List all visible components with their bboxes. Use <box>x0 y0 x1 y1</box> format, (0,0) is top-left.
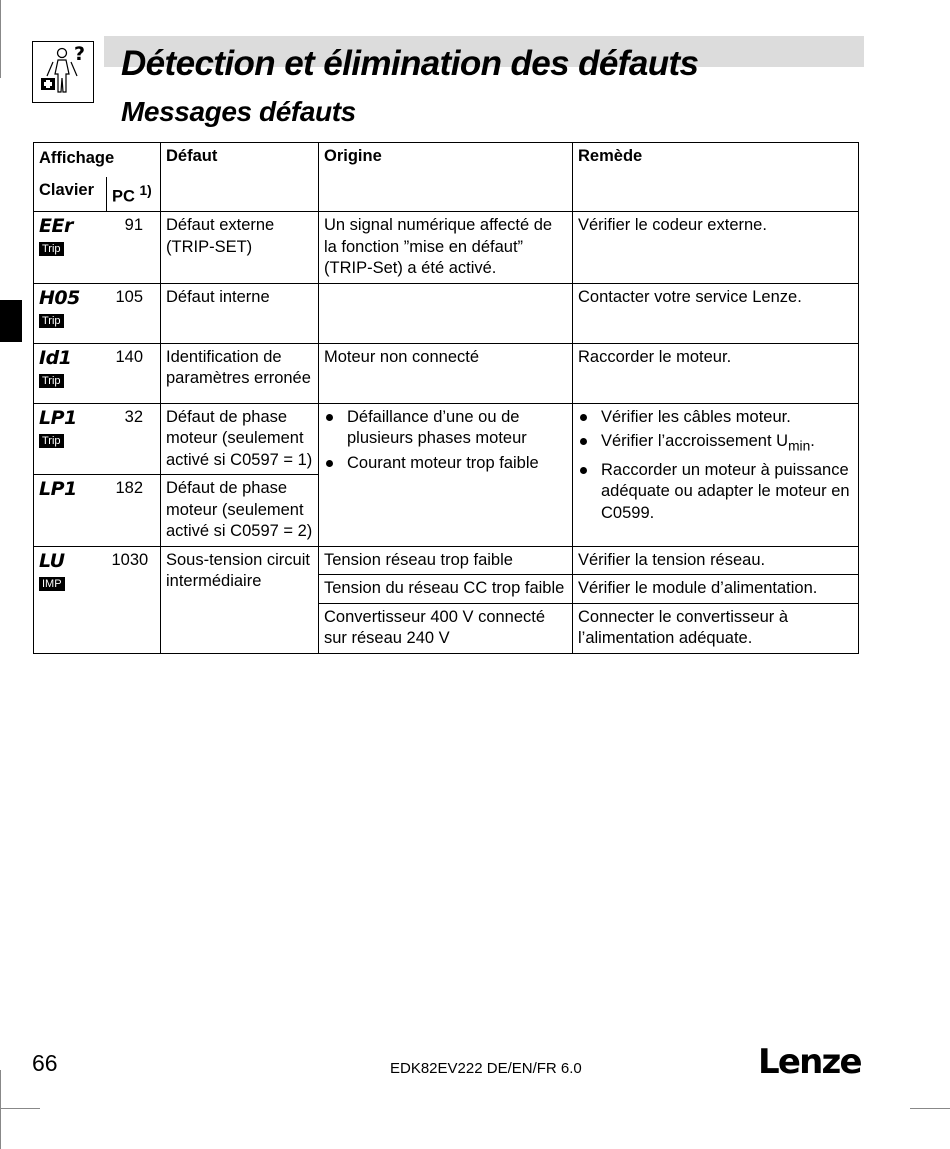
remedy-list <box>578 407 853 525</box>
header-origin: Origine <box>319 143 573 212</box>
remedy-text: Vérifier l’accroissement U <box>601 432 789 450</box>
document-reference: EDK82EV222 DE/EN/FR 6.0 <box>390 1060 582 1077</box>
response-tag: Trip <box>39 314 64 328</box>
pc-code-cell: 32 <box>107 403 161 475</box>
remedy-cell: Vérifier le codeur externe. <box>573 212 859 284</box>
table-row <box>34 403 859 475</box>
display-cell <box>34 403 107 475</box>
page-number: 66 <box>32 1050 58 1076</box>
header-remedy: Remède <box>573 143 859 212</box>
remedy-subscript: min <box>788 438 811 454</box>
pc-code-cell: 105 <box>107 283 161 343</box>
remedy-cell: Connecter le convertisseur à l’alimentation adéquate. <box>573 603 859 653</box>
list-item: Courant moteur trop faible <box>324 453 567 475</box>
page-subtitle: Messages défauts <box>121 96 356 127</box>
fault-code: LP1 <box>39 478 77 500</box>
response-tag: Trip <box>39 434 64 448</box>
pc-code-cell: 182 <box>107 475 161 547</box>
table-row <box>34 283 859 343</box>
fault-cell: Défaut de phase moteur (seulement activé si C0597 = 2) <box>161 475 319 547</box>
response-tag: IMP <box>39 577 65 591</box>
crop-mark <box>0 0 1 78</box>
header-pc <box>107 177 161 212</box>
list-item: Raccorder un moteur à puissance adéquate ou adapter le moteur en C0599. <box>578 460 853 525</box>
remedy-cell: Vérifier la tension réseau. <box>573 546 859 575</box>
remedy-cell: Raccorder le moteur. <box>573 343 859 403</box>
origin-cell: Tension du réseau CC trop faible <box>319 575 573 604</box>
header-fault: Défaut <box>161 143 319 212</box>
table-row <box>34 343 859 403</box>
table-row <box>34 546 859 575</box>
crop-mark <box>0 1070 1 1149</box>
page-title: Détection et élimination des défauts <box>121 44 699 83</box>
remedy-cell: Contacter votre service Lenze. <box>573 283 859 343</box>
header-display: Affichage <box>34 143 161 178</box>
fault-cell: Sous-tension circuit intermédiaire <box>161 546 319 653</box>
pc-code-cell: 140 <box>107 343 161 403</box>
fault-code: LU <box>39 549 65 572</box>
display-cell <box>34 212 107 284</box>
svg-text:?: ? <box>74 43 86 65</box>
response-tag: Trip <box>39 374 64 388</box>
origin-cell: Tension réseau trop faible <box>319 546 573 575</box>
origin-cell: Moteur non connecté <box>319 343 573 403</box>
fault-code: LP1 <box>39 406 77 429</box>
list-item: Vérifier les câbles moteur. <box>578 407 853 429</box>
pc-code-cell: 91 <box>107 212 161 284</box>
header-pc-footnote: 1) <box>139 183 152 198</box>
response-tag: Trip <box>39 242 64 256</box>
origin-cell: Un signal numérique affecté de la fonction ”mise en défaut” (TRIP-Set) a été activé. <box>319 212 573 284</box>
remedy-cell <box>573 403 859 546</box>
troubleshooting-person-icon <box>32 41 94 103</box>
pc-code-cell: 1030 <box>107 546 161 653</box>
fault-cell: Défaut externe (TRIP-SET) <box>161 212 319 284</box>
header-keypad: Clavier <box>34 177 107 212</box>
fault-cell: Défaut de phase moteur (seulement activé si C0597 = 1) <box>161 403 319 475</box>
remedy-text-end: . <box>810 432 815 450</box>
chapter-tab-marker <box>0 300 22 342</box>
fault-cell: Identification de paramètres erronée <box>161 343 319 403</box>
origin-cell: Convertisseur 400 V connecté sur réseau 240 V <box>319 603 573 653</box>
fault-messages-table <box>33 142 859 654</box>
fault-cell: Défaut interne <box>161 283 319 343</box>
table-row <box>34 212 859 284</box>
crop-mark <box>910 1108 950 1109</box>
display-cell <box>34 546 107 653</box>
origin-cell <box>319 403 573 546</box>
table-header-row <box>34 143 859 178</box>
remedy-cell: Vérifier le module d’alimentation. <box>573 575 859 604</box>
origin-cell <box>319 283 573 343</box>
list-item: Défaillance d’une ou de plusieurs phases moteur <box>324 407 567 450</box>
crop-mark <box>0 1108 40 1109</box>
fault-code: Id1 <box>39 346 72 369</box>
fault-code: H05 <box>39 286 80 309</box>
header-pc-label: PC <box>112 187 135 206</box>
origin-list <box>324 407 567 475</box>
display-cell <box>34 475 107 547</box>
display-cell <box>34 283 107 343</box>
fault-code: EEr <box>39 215 73 237</box>
list-item <box>578 431 853 457</box>
display-cell <box>34 343 107 403</box>
lenze-logo: Lenze <box>758 1042 861 1082</box>
